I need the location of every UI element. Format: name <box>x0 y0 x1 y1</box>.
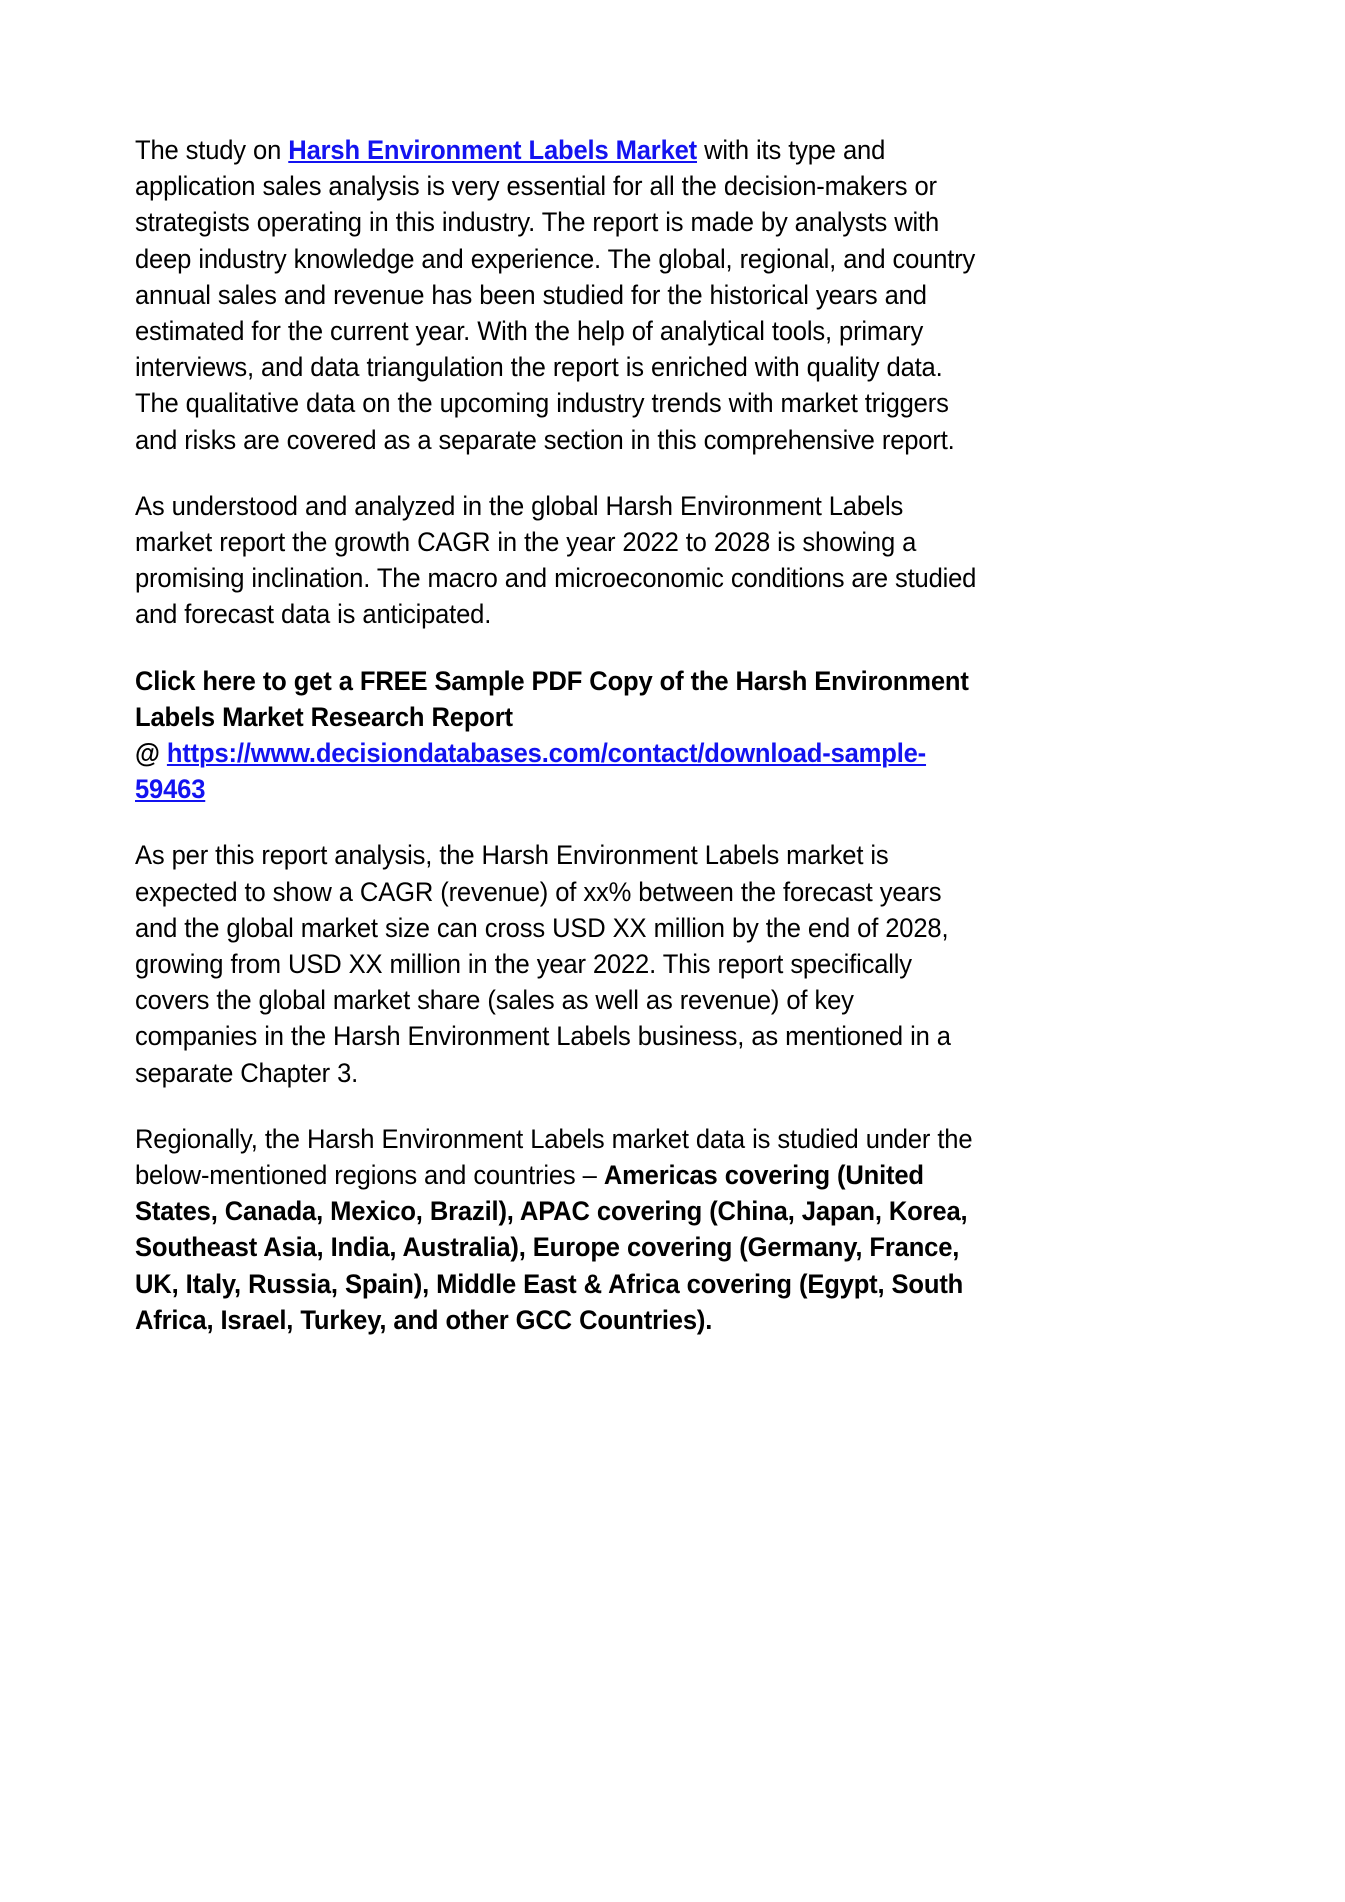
intro-text-after-link: with its type and application sales analysis is very essential for all the decision-makers or strategists operating in this industry. The report is made by analysts with deep industry knowledge and experience. The global, regional, and country annual sales and revenue has been studied for the historical years and estimated for the current year. With the help of analytical tools, primary interviews, and data triangulation the report is enriched with quality data. The qualitative data on the upcoming industry trends with market triggers and risks are covered as a separate section in this comprehensive report. <box>135 135 976 455</box>
free-sample-cta-heading: Click here to get a FREE Sample PDF Copy of the Harsh Environment Labels Market Research Report <box>135 665 969 732</box>
intro-text-before-link: The study on <box>135 135 289 165</box>
paragraph-regional-coverage <box>135 1121 982 1338</box>
download-sample-url-link[interactable]: https://www.decisiondatabases.com/contact/download-sample-59463 <box>135 738 927 805</box>
regional-countries-bold-text: Americas covering (United States, Canada, Mexico, Brazil), APAC covering (China, Japan, Korea, Southeast Asia, India, Australia), Europe covering (Germany, France, UK, Italy, Russia, Spain), Middle East & Africa covering (Egypt, South Africa, Israel, Turkey, and other GCC Countries). <box>135 1160 968 1335</box>
at-symbol: @ <box>135 738 167 769</box>
paragraph-free-sample-cta <box>135 663 982 808</box>
article-body <box>135 132 1013 1368</box>
cagr-overview-text: As understood and analyzed in the global Harsh Environment Labels market report the growth CAGR in the year 2022 to 2028 is showing a promising inclination. The macro and microeconomic conditions are studied and forecast data is anticipated. <box>135 490 977 630</box>
paragraph-cagr-overview <box>135 488 982 633</box>
paragraph-intro <box>135 132 982 458</box>
market-size-text: As per this report analysis, the Harsh Environment Labels market is expected to show a CAGR (revenue) of xx% between the forecast years and the global market size can cross USD XX million by the end of 2028, growing from USD XX million in the year 2022. This report specifically covers the global market share (sales as well as revenue) of key companies in the Harsh Environment Labels business, as mentioned in a separate Chapter 3. <box>135 840 951 1088</box>
paragraph-market-size <box>135 837 982 1090</box>
regional-lead-text: Regionally, the Harsh Environment Labels market data is studied under the below-mentioned regions and countries – <box>135 1123 973 1191</box>
harsh-environment-labels-market-link[interactable]: Harsh Environment Labels Market <box>288 135 698 165</box>
